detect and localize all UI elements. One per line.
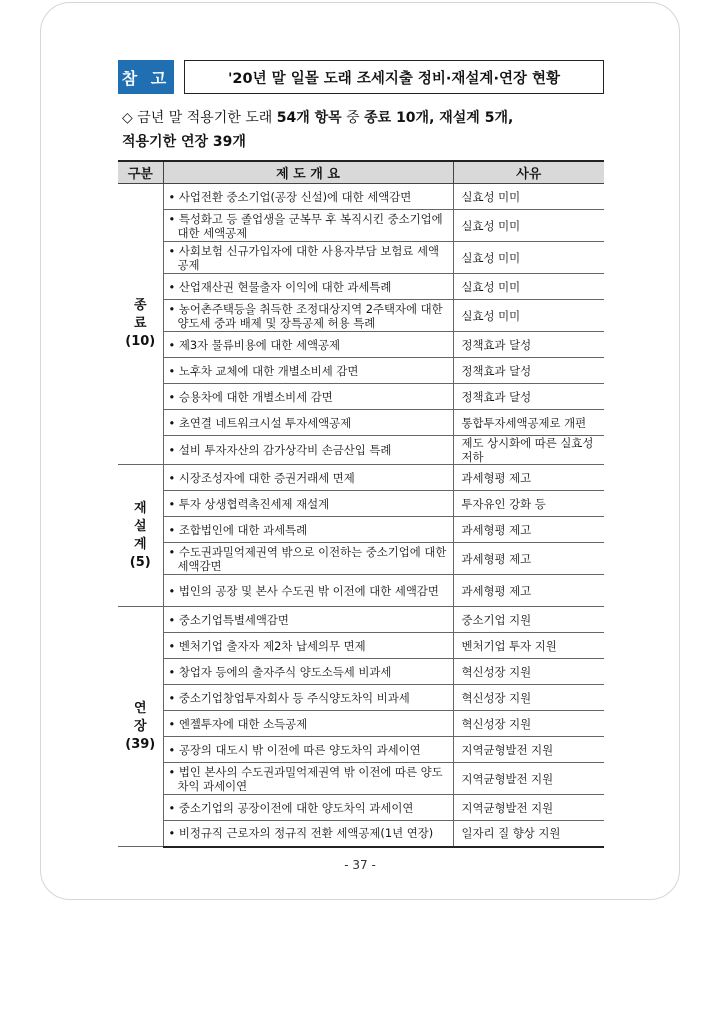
overview-text <box>168 190 449 204</box>
table-row <box>118 210 604 242</box>
table-row <box>118 633 604 659</box>
table-row <box>118 659 604 685</box>
reference-tag: 참 고 <box>118 60 174 94</box>
overview-cell <box>163 737 453 763</box>
reason-text: 일자리 질 향상 지원 <box>461 826 561 841</box>
column-header-reason: 사유 <box>453 161 604 184</box>
table-row <box>118 436 604 465</box>
reason-cell <box>453 210 604 242</box>
reason-text: 과세형평 제고 <box>461 470 532 485</box>
table-header-row <box>118 161 604 184</box>
reason-cell <box>453 543 604 575</box>
overview-label: 특성화고 등 졸업생을 군복무 후 복직시킨 중소기업에 대한 세액공제 <box>177 211 443 240</box>
overview-label: 조합법인에 대한 과세특례 <box>178 522 308 537</box>
overview-cell <box>163 410 453 436</box>
overview-cell <box>163 358 453 384</box>
table-row <box>118 543 604 575</box>
reason-cell <box>453 358 604 384</box>
reason-text: 과세형평 제고 <box>461 522 532 537</box>
overview-label: 산업재산권 현물출자 이익에 대한 과세특례 <box>178 279 392 294</box>
header <box>118 60 604 94</box>
reason-text: 지역균형발전 지원 <box>461 742 554 757</box>
bullet-icon: • <box>168 337 179 352</box>
reason-text: 중소기업 지원 <box>461 612 532 627</box>
overview-label: 법인의 공장 및 본사 수도권 밖 이전에 대한 세액감면 <box>178 583 439 598</box>
diamond-icon: ◇ <box>122 110 133 126</box>
table-row <box>118 300 604 332</box>
reason-text: 과세형평 제고 <box>461 583 532 598</box>
category-label-line: (5) <box>129 554 151 570</box>
bullet-icon: • <box>168 363 179 378</box>
table-row <box>118 384 604 410</box>
category-extended <box>118 607 163 847</box>
reason-cell <box>453 332 604 358</box>
reason-cell <box>453 763 604 795</box>
column-header-category: 구분 <box>118 161 163 184</box>
table-row <box>118 242 604 274</box>
overview-text <box>168 545 449 573</box>
bullet-icon: • <box>168 612 179 627</box>
overview-label: 중소기업특별세액감면 <box>178 612 289 627</box>
summary-text-2: 중 <box>346 110 360 126</box>
reason-cell <box>453 685 604 711</box>
category-label-line: 료 <box>133 316 147 331</box>
overview-text <box>168 523 449 537</box>
overview-label: 초연결 네트워크시설 투자세액공제 <box>178 415 352 430</box>
table-row <box>118 332 604 358</box>
table-row <box>118 491 604 517</box>
bullet-icon: • <box>168 443 179 457</box>
bullet-icon: • <box>168 496 179 511</box>
summary-text-1: 금년 말 적용기한 도래 <box>137 110 273 126</box>
overview-text <box>168 826 449 840</box>
bullet-icon: • <box>168 211 179 226</box>
category-label-line: 재 <box>133 500 147 516</box>
reason-text: 제도 상시화에 따른 실효성 저하 <box>461 436 594 464</box>
reason-cell <box>453 242 604 274</box>
reason-cell <box>453 659 604 685</box>
overview-label: 투자 상생협력촉진세제 재설계 <box>178 496 330 511</box>
overview-label: 승용차에 대한 개별소비세 감면 <box>178 389 333 404</box>
overview-label: 설비 투자자산의 감가상각비 손금산입 특례 <box>178 443 392 457</box>
bullet-icon: • <box>168 415 179 430</box>
overview-text <box>168 717 449 731</box>
page-title: '20년 말 일몰 도래 조세지출 정비·재설계·연장 현황 <box>184 60 604 94</box>
bullet-icon: • <box>168 664 179 679</box>
bullet-icon: • <box>168 389 179 404</box>
reason-text: 실효성 미미 <box>461 279 521 294</box>
overview-cell <box>163 242 453 274</box>
reason-text: 실효성 미미 <box>461 218 521 233</box>
overview-text <box>168 613 449 627</box>
summary-total-count: 54개 항목 <box>276 110 342 126</box>
overview-cell <box>163 685 453 711</box>
category-label-line: 계 <box>133 536 147 552</box>
bullet-icon: • <box>168 243 179 258</box>
overview-label: 제3자 물류비용에 대한 세액공제 <box>178 337 340 352</box>
overview-cell <box>163 332 453 358</box>
bullet-icon: • <box>168 470 179 485</box>
overview-cell <box>163 633 453 659</box>
overview-cell <box>163 491 453 517</box>
table-row <box>118 763 604 795</box>
summary-bold-line-2: 적용기한 연장 39개 <box>122 134 246 150</box>
category-label-line: 장 <box>133 718 147 734</box>
reason-text: 혁신성장 지원 <box>461 716 532 731</box>
table-row <box>118 821 604 847</box>
bullet-icon: • <box>168 826 179 841</box>
table-row <box>118 184 604 210</box>
table-row <box>118 795 604 821</box>
overview-cell <box>163 607 453 633</box>
reason-cell <box>453 300 604 332</box>
table-row <box>118 274 604 300</box>
reason-cell <box>453 274 604 300</box>
overview-cell <box>163 795 453 821</box>
overview-text <box>168 443 449 457</box>
overview-text <box>168 416 449 430</box>
tax-expenditure-table <box>118 160 604 848</box>
reason-text: 혁신성장 지원 <box>461 690 532 705</box>
overview-text <box>168 765 449 793</box>
reason-cell <box>453 465 604 491</box>
overview-cell <box>163 436 453 465</box>
overview-label: 수도권과밀억제권역 밖으로 이전하는 중소기업에 대한 세액감면 <box>177 544 447 573</box>
overview-label: 비정규직 근로자의 정규직 전환 세액공제(1년 연장) <box>178 826 434 841</box>
bullet-icon: • <box>168 583 179 598</box>
reason-cell <box>453 737 604 763</box>
overview-cell <box>163 300 453 332</box>
overview-text <box>168 691 449 705</box>
reason-text: 정책효과 달성 <box>461 389 532 404</box>
bullet-icon: • <box>168 279 179 294</box>
category-redesigned <box>118 465 163 607</box>
reason-text: 정책효과 달성 <box>461 363 532 378</box>
overview-label: 법인 본사의 수도권과밀억제권역 밖 이전에 따른 양도차익 과세이연 <box>177 764 443 793</box>
table-row <box>118 575 604 607</box>
table-row <box>118 410 604 436</box>
overview-text <box>168 390 449 404</box>
bullet-icon: • <box>168 638 179 653</box>
bullet-icon: • <box>168 764 179 779</box>
overview-label: 사회보험 신규가입자에 대한 사용자부담 보험료 세액공제 <box>177 243 440 272</box>
overview-text <box>168 471 449 485</box>
reason-cell <box>453 711 604 737</box>
reason-cell <box>453 517 604 543</box>
reason-cell <box>453 795 604 821</box>
bullet-icon: • <box>168 522 179 537</box>
overview-label: 창업자 등에의 출자주식 양도소득세 비과세 <box>178 664 392 679</box>
summary-bold-line-1: 종료 10개, 재설계 5개, <box>364 110 514 126</box>
overview-text <box>168 280 449 294</box>
overview-cell <box>163 274 453 300</box>
reason-cell <box>453 410 604 436</box>
summary <box>122 106 604 154</box>
overview-cell <box>163 465 453 491</box>
reason-cell <box>453 633 604 659</box>
summary-line-2 <box>122 130 604 154</box>
column-header-overview: 제 도 개 요 <box>163 161 453 184</box>
overview-cell <box>163 210 453 242</box>
table-row <box>118 685 604 711</box>
reason-cell <box>453 491 604 517</box>
overview-cell <box>163 763 453 795</box>
overview-cell <box>163 711 453 737</box>
overview-text <box>168 801 449 815</box>
overview-text <box>168 338 449 352</box>
bullet-icon: • <box>168 716 179 731</box>
reason-text: 혁신성장 지원 <box>461 664 532 679</box>
overview-text <box>168 302 449 330</box>
table-row <box>118 517 604 543</box>
category-label-line: (10) <box>125 334 156 349</box>
overview-cell <box>163 575 453 607</box>
reason-cell <box>453 384 604 410</box>
overview-label: 사업전환 중소기업(공장 신설)에 대한 세액감면 <box>178 189 412 204</box>
reason-cell <box>453 184 604 210</box>
category-terminated <box>118 184 163 465</box>
reason-cell <box>453 575 604 607</box>
reason-text: 지역균형발전 지원 <box>461 800 554 815</box>
category-label-line: (39) <box>125 736 156 752</box>
bullet-icon: • <box>168 189 179 204</box>
table-row <box>118 711 604 737</box>
overview-label: 중소기업창업투자회사 등 주식양도차익 비과세 <box>178 690 410 705</box>
reason-text: 투자유인 강화 등 <box>461 496 546 511</box>
reason-text: 지역균형발전 지원 <box>461 771 554 786</box>
reason-text: 정책효과 달성 <box>461 337 532 352</box>
page-number: - 37 - <box>344 858 376 872</box>
reason-text: 벤처기업 투자 지원 <box>461 638 557 653</box>
category-label-line: 연 <box>133 700 147 716</box>
bullet-icon: • <box>168 690 179 705</box>
bullet-icon: • <box>168 800 179 815</box>
bullet-icon: • <box>168 301 179 316</box>
reason-cell <box>453 607 604 633</box>
reason-text: 과세형평 제고 <box>461 551 532 566</box>
table-row <box>118 737 604 763</box>
overview-label: 시장조성자에 대한 증권거래세 면제 <box>178 470 355 485</box>
overview-text <box>168 639 449 653</box>
overview-cell <box>163 543 453 575</box>
overview-cell <box>163 384 453 410</box>
summary-line-1 <box>122 106 604 130</box>
overview-label: 벤처기업 출자자 제2차 납세의무 면제 <box>178 638 366 653</box>
overview-text <box>168 584 449 598</box>
overview-text <box>168 212 449 240</box>
overview-label: 노후차 교체에 대한 개별소비세 감면 <box>178 363 359 378</box>
reason-cell <box>453 436 604 465</box>
overview-cell <box>163 821 453 847</box>
overview-cell <box>163 184 453 210</box>
overview-text <box>168 743 449 757</box>
overview-label: 농어촌주택등을 취득한 조정대상지역 2주택자에 대한 양도세 중과 배제 및 장특공제 허용 특례 <box>177 301 443 330</box>
overview-label: 중소기업의 공장이전에 대한 양도차익 과세이연 <box>178 800 414 815</box>
overview-label: 엔젤투자에 대한 소득공제 <box>178 716 308 731</box>
reason-text: 통합투자세액공제로 개편 <box>461 415 587 430</box>
category-label-line: 설 <box>133 518 147 534</box>
table-row <box>118 358 604 384</box>
table-row <box>118 465 604 491</box>
bullet-icon: • <box>168 544 179 559</box>
overview-text <box>168 665 449 679</box>
overview-text <box>168 244 449 272</box>
reason-text: 실효성 미미 <box>461 308 521 323</box>
category-label-line: 종 <box>133 298 147 313</box>
reason-text: 실효성 미미 <box>461 250 521 265</box>
overview-cell <box>163 659 453 685</box>
bullet-icon: • <box>168 742 179 757</box>
reason-text: 실효성 미미 <box>461 189 521 204</box>
table-row <box>118 607 604 633</box>
overview-text <box>168 364 449 378</box>
overview-cell <box>163 517 453 543</box>
overview-text <box>168 497 449 511</box>
overview-label: 공장의 대도시 밖 이전에 따른 양도차익 과세이연 <box>178 742 421 757</box>
reason-cell <box>453 821 604 847</box>
